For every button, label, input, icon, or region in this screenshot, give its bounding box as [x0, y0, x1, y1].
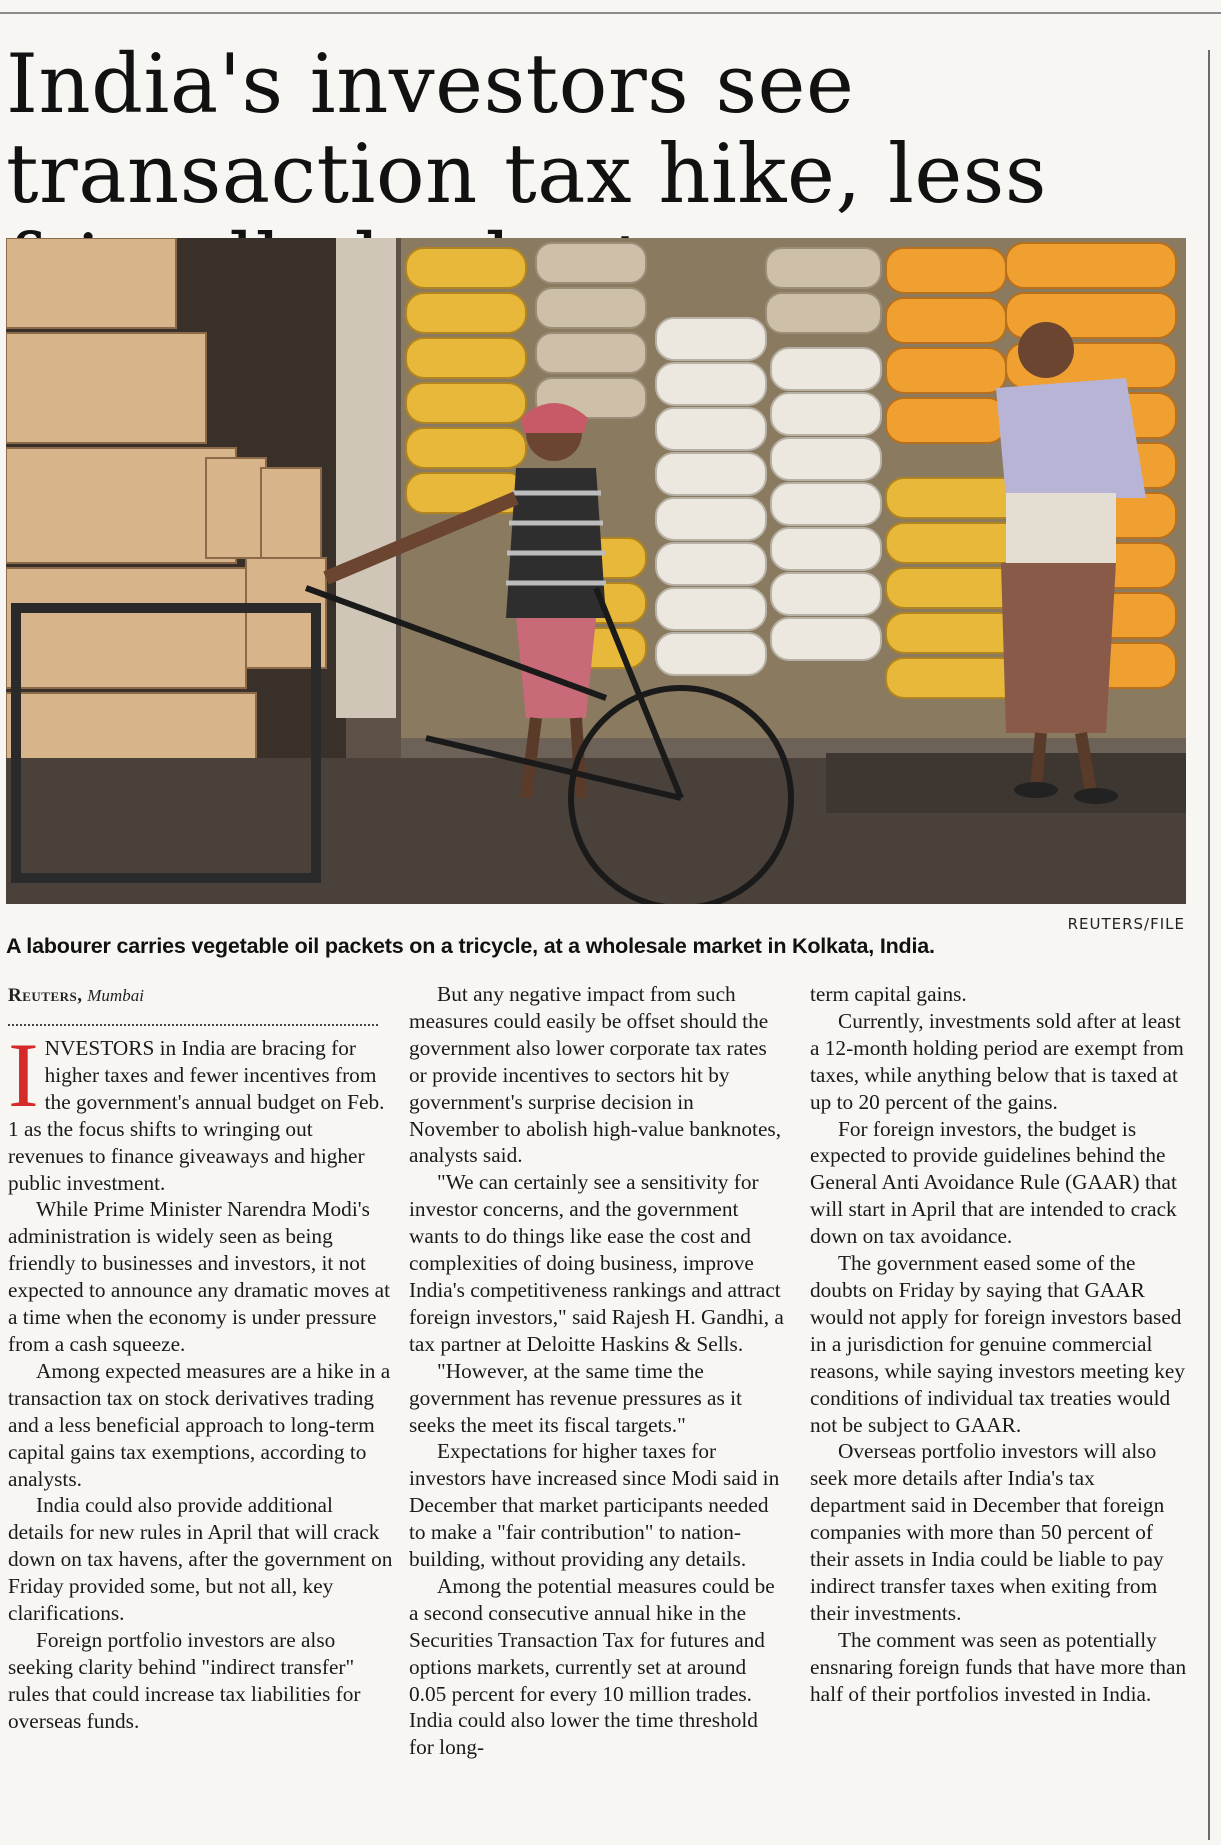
drop-cap: I [8, 1024, 39, 1126]
photo-credit: REUTERS/FILE [1067, 915, 1185, 933]
top-rule [0, 12, 1221, 14]
headline: India's investors see transaction tax hike, less [6, 38, 1047, 222]
article-paragraph [8, 1024, 393, 1196]
article-paragraph: The government eased some of the doubts on Friday by saying that GAAR would not apply for foreign investors based in a jurisdiction for genuine commercial reasons, while saying investors meeting key conditions of individual tax treaties would not be subject to GAAR. [810, 1251, 1185, 1437]
photo-caption: A labourer carries vegetable oil packets on a tricycle, at a wholesale market in Kolkata, India. [6, 934, 935, 958]
article-paragraph: term capital gains. [810, 982, 967, 1006]
byline [8, 985, 388, 1007]
article-paragraph: Foreign portfolio investors are also seeking clarity behind "indirect transfer" rules that could increase tax liabilities for overseas funds. [8, 1627, 361, 1733]
article-paragraph: While Prime Minister Narendra Modi's administration is widely seen as being friendly to businesses and investors, it not expected to announce any dramatic moves at a time when the economy is under pressure from a cash squeeze. [8, 1197, 391, 1356]
article-paragraph: Among the potential measures could be a second consecutive annual hike in the Securities Transaction Tax for futures and options markets, currently set at around 0.05 percent for every 10 million trades. India could also lower the time threshold for long- [409, 1573, 775, 1760]
article-paragraph: "We can certainly see a sensitivity for investor concerns, and the government wants to do things like ease the cost and complexities of doing business, improve India's competitiveness rankings and attract foreign investors," said Rajesh H. Gandhi, a tax partner at Deloitte Haskins & Sells. [409, 1170, 784, 1356]
article-paragraph: Expectations for higher taxes for investors have increased since Modi said in December that market participants needed to make a "fair contribution" to nation-building, without providing any details. [409, 1439, 780, 1572]
article-paragraph: India could also provide additional details for new rules in April that will crack down on tax havens, after the government on Friday provided some, but not all, key clarifications. [8, 1493, 393, 1626]
article-paragraph: Among expected measures are a hike in a transaction tax on stock derivatives trading and a less beneficial approach to long-term capital gains tax exemptions, according to analysts. [8, 1358, 391, 1491]
article-paragraph: "However, at the same time the government has revenue pressures as it seeks the meet its fiscal targets." [409, 1358, 742, 1437]
byline-place: Mumbai [87, 986, 144, 1005]
paragraph-text: NVESTORS in India are bracing for higher taxes and fewer incentives from the government's annual budget on Feb. 1 as the focus shifts to wringing out revenues to finance giveaways and higher public investment. [8, 1036, 385, 1195]
article-column-2 [409, 981, 785, 1761]
article-paragraph: Currently, investments sold after at least a 12-month holding period are exempt from taxes, while anything below that is taxed at up to 20 percent of the gains. [810, 1008, 1184, 1114]
article-paragraph: Overseas portfolio investors will also seek more details after India's tax department said in December that foreign companies with more than 50 percent of their assets in India could be liable to pay indirect transfer taxes when exiting from their investments. [810, 1439, 1165, 1625]
news-photo [6, 238, 1186, 904]
article-paragraph: But any negative impact from such measures could easily be offset should the government also lower corporate tax rates or provide incentives to sectors hit by government's surprise decision in November to abolish high-value banknotes, analysts said. [409, 982, 782, 1168]
article-column-3 [810, 981, 1188, 1707]
byline-dotted-rule [8, 1024, 378, 1026]
right-column-rule [1208, 50, 1210, 1840]
byline-agency: Reuters, [8, 985, 83, 1006]
article-column-1 [8, 1024, 393, 1735]
article-paragraph: The comment was seen as potentially ensnaring foreign funds that have more than half of their portfolios invested in India. [810, 1627, 1187, 1706]
article-paragraph: For foreign investors, the budget is expected to provide guidelines behind the General Anti Avoidance Rule (GAAR) that will start in April that are intended to crack down on tax avoidance. [810, 1116, 1177, 1249]
